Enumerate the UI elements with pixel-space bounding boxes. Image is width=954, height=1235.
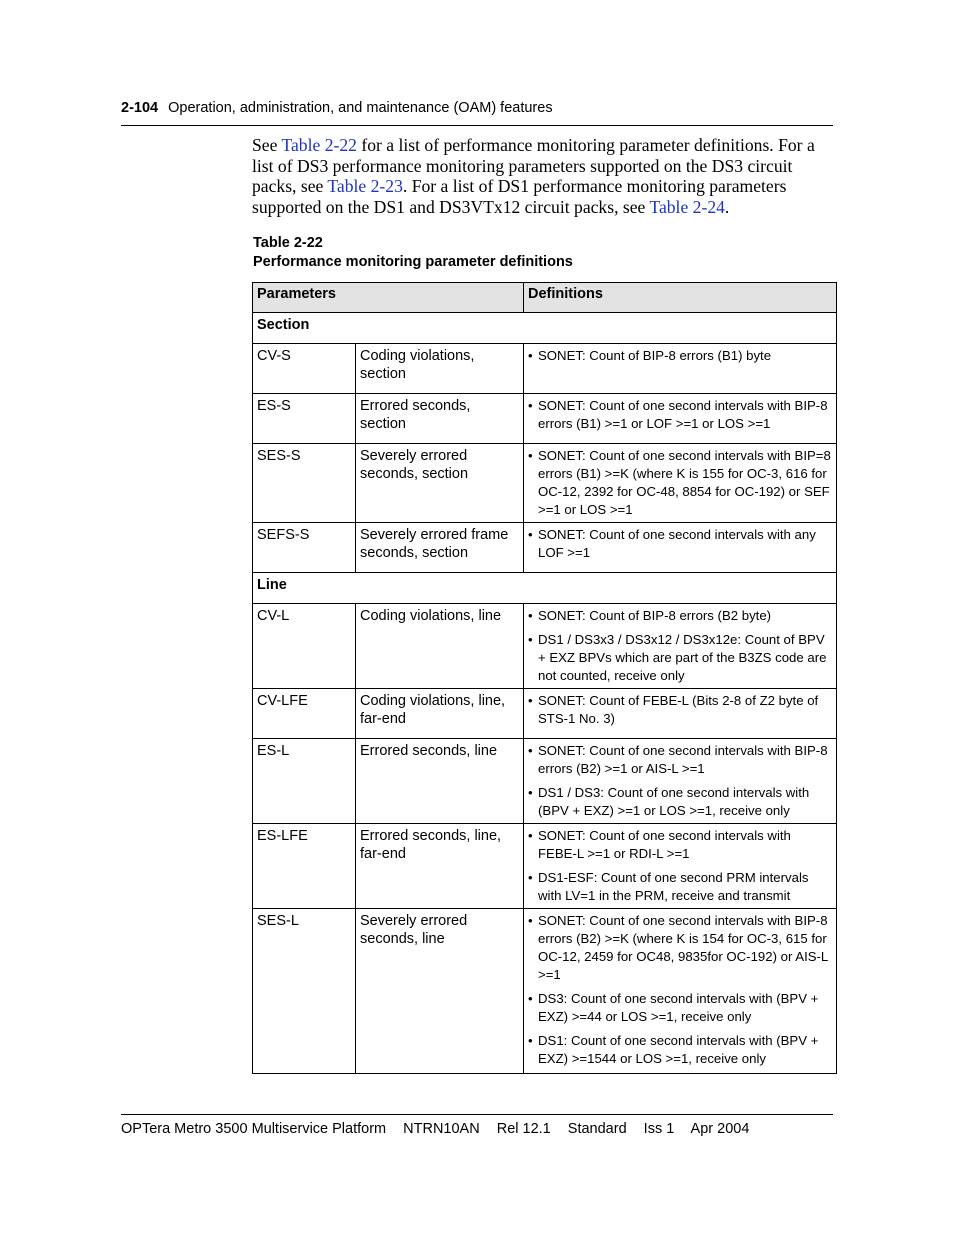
definition-item: • SONET: Count of one second intervals with BIP-8 errors (B1) >=1 or LOF >=1 or LOS >=1 xyxy=(528,397,832,433)
parameter-description: Severely errored seconds, line xyxy=(356,909,524,1074)
intro-text-4: . xyxy=(724,196,730,217)
parameter-code: SES-S xyxy=(253,444,356,523)
running-header xyxy=(121,99,833,117)
table-row xyxy=(253,344,837,394)
section-row xyxy=(253,573,837,604)
definition-list xyxy=(528,607,832,685)
intro-paragraph xyxy=(252,135,837,217)
definition-cell xyxy=(524,739,837,824)
chapter-title: Operation, administration, and maintenance (OAM) features xyxy=(168,100,553,116)
parameter-description: Severely errored frame seconds, section xyxy=(356,523,524,573)
parameter-code: SEFS-S xyxy=(253,523,356,573)
table-row xyxy=(253,739,837,824)
intro-text-3: . For a list of DS1 performance monitoring parameters supported on the DS1 and DS3VTx12 circuit packs, see xyxy=(252,176,787,217)
footer-doc-id: NTRN10AN xyxy=(403,1121,480,1137)
footer-date: Apr 2004 xyxy=(690,1121,750,1137)
table-header-row xyxy=(253,283,837,313)
definition-item: • SONET: Count of FEBE-L (Bits 2-8 of Z2 byte of STS-1 No. 3) xyxy=(528,692,832,728)
table-2-23-link[interactable]: Table 2-23 xyxy=(327,176,403,197)
table-body xyxy=(253,313,837,1074)
intro-text-1: See xyxy=(252,135,282,155)
footer-divider xyxy=(121,1114,833,1115)
table-2-22-link[interactable]: Table 2-22 xyxy=(281,135,357,155)
definition-item: • DS3: Count of one second intervals with (BPV + EXZ) >=44 or LOS >=1, receive only xyxy=(528,990,832,1026)
table-row xyxy=(253,824,837,909)
pm-parameter-table xyxy=(252,282,837,1074)
section-row xyxy=(253,313,837,344)
parameter-description: Coding violations, line, far-end xyxy=(356,689,524,739)
definition-cell xyxy=(524,394,837,444)
footer-release: Rel 12.1 xyxy=(496,1121,551,1137)
table-label: Table 2-22 xyxy=(253,235,323,251)
table-row xyxy=(253,394,837,444)
table-caption xyxy=(253,234,573,272)
column-header-definitions: Definitions xyxy=(524,283,837,313)
table-row xyxy=(253,604,837,689)
parameter-description: Coding violations, section xyxy=(356,344,524,394)
definition-item: • DS1 / DS3: Count of one second intervals with (BPV + EXZ) >=1 or LOS >=1, receive only xyxy=(528,784,832,820)
definition-cell xyxy=(524,604,837,689)
parameter-description: Errored seconds, line xyxy=(356,739,524,824)
parameter-description: Coding violations, line xyxy=(356,604,524,689)
footer-product: OPTera Metro 3500 Multiservice Platform xyxy=(121,1121,387,1137)
parameter-code: ES-L xyxy=(253,739,356,824)
parameter-description: Severely errored seconds, section xyxy=(356,444,524,523)
definition-item: • SONET: Count of one second intervals with FEBE-L >=1 or RDI-L >=1 xyxy=(528,827,832,863)
definition-list xyxy=(528,397,832,433)
definition-item: • SONET: Count of one second intervals with BIP-8 errors (B2) >=K (where K is 154 for OC-3, 615 for OC-12, 2459 for OC48, 9835for OC-192) or AIS-L >=1 xyxy=(528,912,832,984)
table-row xyxy=(253,523,837,573)
definition-list xyxy=(528,347,832,365)
parameter-code: CV-L xyxy=(253,604,356,689)
footer-issue: Iss 1 xyxy=(643,1121,675,1137)
section-heading: Section xyxy=(253,313,837,344)
parameter-code: CV-LFE xyxy=(253,689,356,739)
definition-list xyxy=(528,912,832,1068)
definition-cell xyxy=(524,344,837,394)
intro-text-2: for a list of performance monitoring parameter definitions. For a list of DS3 performance monitoring parameters supported on the DS3 circuit packs, see xyxy=(252,135,815,197)
definition-cell xyxy=(524,444,837,523)
table-2-24-link[interactable]: Table 2-24 xyxy=(649,196,725,217)
parameter-code: ES-LFE xyxy=(253,824,356,909)
definition-list xyxy=(528,742,832,820)
definition-cell xyxy=(524,523,837,573)
table-row xyxy=(253,444,837,523)
parameter-description: Errored seconds, section xyxy=(356,394,524,444)
table-row xyxy=(253,909,837,1074)
definition-item: • SONET: Count of one second intervals with BIP=8 errors (B1) >=K (where K is 155 for OC-3, 616 for OC-12, 2392 for OC-48, 8854 for OC-192) or SEF >=1 or LOS >=1 xyxy=(528,447,832,519)
page-number: 2-104 xyxy=(121,100,159,116)
definition-item: • SONET: Count of one second intervals with BIP-8 errors (B2) >=1 or AIS-L >=1 xyxy=(528,742,832,778)
table-row xyxy=(253,689,837,739)
definition-item: • SONET: Count of BIP-8 errors (B1) byte xyxy=(528,347,832,365)
definition-item: • SONET: Count of BIP-8 errors (B2 byte) xyxy=(528,607,832,625)
definition-list xyxy=(528,447,832,519)
footer-status: Standard xyxy=(567,1121,627,1137)
section-heading: Line xyxy=(253,573,837,604)
parameter-code: ES-S xyxy=(253,394,356,444)
definition-cell xyxy=(524,689,837,739)
definition-cell xyxy=(524,824,837,909)
definition-list xyxy=(528,692,832,728)
definition-item: • DS1: Count of one second intervals with (BPV + EXZ) >=1544 or LOS >=1, receive only xyxy=(528,1032,832,1068)
parameter-description: Errored seconds, line, far-end xyxy=(356,824,524,909)
running-footer xyxy=(121,1120,762,1138)
definition-cell xyxy=(524,909,837,1074)
definition-list xyxy=(528,827,832,905)
parameter-code: SES-L xyxy=(253,909,356,1074)
table-title: Performance monitoring parameter definitions xyxy=(253,254,573,270)
definition-item: • SONET: Count of one second intervals with any LOF >=1 xyxy=(528,526,832,562)
header-divider xyxy=(121,125,833,126)
definition-list xyxy=(528,526,832,562)
parameter-code: CV-S xyxy=(253,344,356,394)
definition-item: • DS1-ESF: Count of one second PRM intervals with LV=1 in the PRM, receive and transmit xyxy=(528,869,832,905)
column-header-parameters: Parameters xyxy=(253,283,524,313)
definition-item: • DS1 / DS3x3 / DS3x12 / DS3x12e: Count of BPV + EXZ BPVs which are part of the B3ZS code are not counted, receive only xyxy=(528,631,832,685)
